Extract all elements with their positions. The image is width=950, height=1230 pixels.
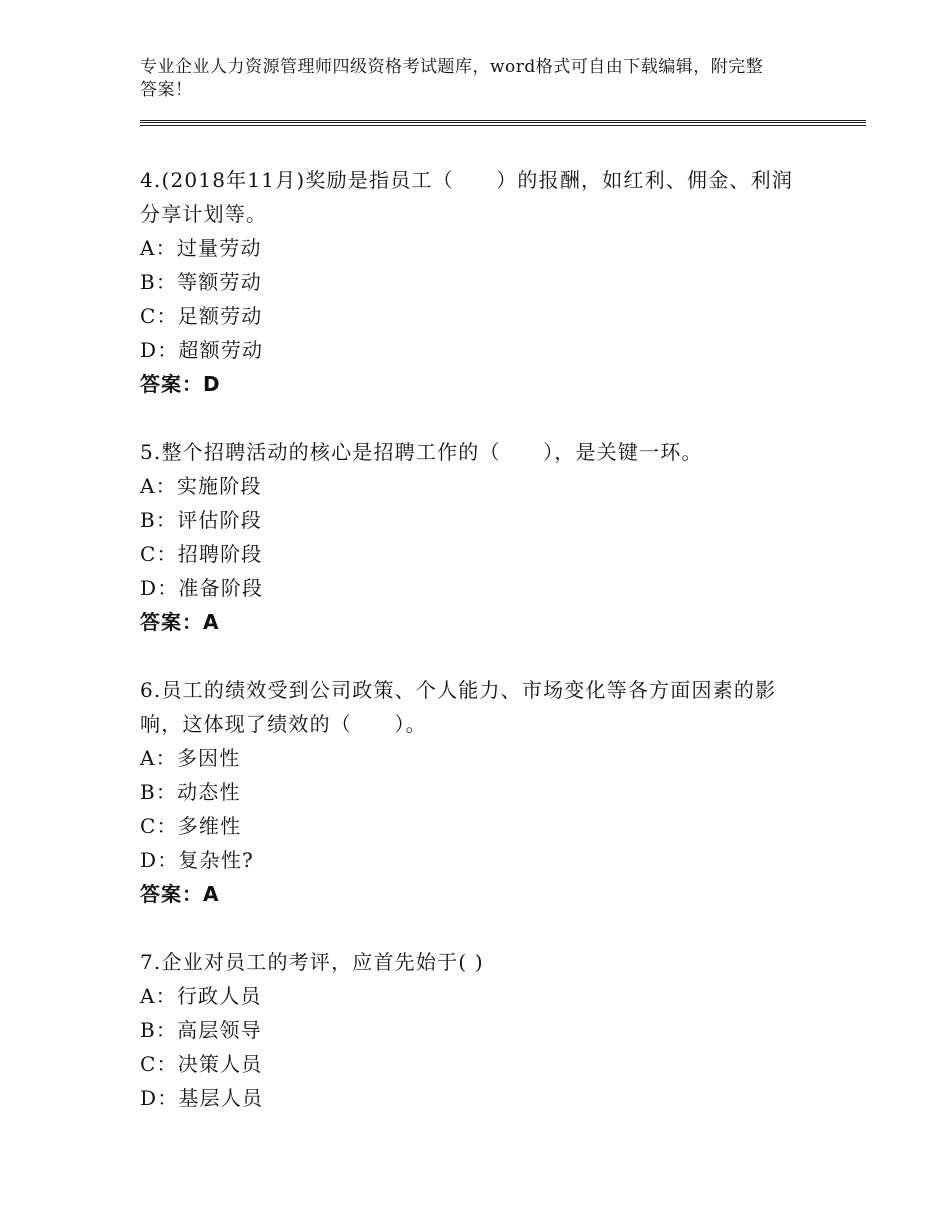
option-a: A：行政人员 [140, 984, 262, 1008]
option-b: B：动态性 [140, 780, 241, 804]
header-line-2: 答案！ [140, 80, 193, 100]
header-rule-middle [140, 122, 866, 123]
header-rule-bottom [140, 125, 866, 126]
question-7 [140, 945, 820, 1115]
option-d: D：基层人员 [140, 1086, 264, 1110]
answer-line: 答案：D [140, 372, 221, 396]
header-line-1: 专业企业人力资源管理师四级资格考试题库，word格式可自由下载编辑，附完整 [140, 57, 764, 77]
option-c: C：招聘阶段 [140, 542, 263, 566]
question-text [140, 435, 820, 469]
question-spacer [140, 911, 820, 945]
option-b: B：等额劳动 [140, 270, 262, 294]
question-text-line: 4.(2018年11月)奖励是指员工（ ）的报酬，如红利、佣金、利润 [140, 168, 794, 192]
question-text-line: 响，这体现了绩效的（ ）。 [140, 712, 427, 736]
header-rule-top [140, 120, 866, 121]
question-spacer [140, 639, 820, 673]
question-text [140, 945, 820, 979]
question-spacer [140, 401, 820, 435]
question-6 [140, 673, 820, 911]
answer-line: 答案：A [140, 882, 220, 906]
option-a: A：实施阶段 [140, 474, 262, 498]
option-b: B：评估阶段 [140, 508, 262, 532]
option-d: D：复杂性? [140, 848, 254, 872]
answer-line: 答案：A [140, 610, 220, 634]
question-text [140, 163, 820, 231]
question-text-line: 5.整个招聘活动的核心是招聘工作的（ ），是关键一环。 [140, 440, 703, 464]
question-4 [140, 163, 820, 401]
question-text-line: 7.企业对员工的考评，应首先始于( ) [140, 950, 484, 974]
option-a: A：过量劳动 [140, 236, 262, 260]
document-header [140, 56, 820, 102]
option-d: D：准备阶段 [140, 576, 264, 600]
question-list [140, 163, 820, 1115]
question-5 [140, 435, 820, 639]
question-text-line: 分享计划等。 [140, 202, 268, 226]
option-c: C：足额劳动 [140, 304, 263, 328]
option-c: C：多维性 [140, 814, 242, 838]
option-b: B：高层领导 [140, 1018, 262, 1042]
option-c: C：决策人员 [140, 1052, 263, 1076]
option-a: A：多因性 [140, 746, 241, 770]
option-d: D：超额劳动 [140, 338, 264, 362]
question-text [140, 673, 820, 741]
question-text-line: 6.员工的绩效受到公司政策、个人能力、市场变化等各方面因素的影 [140, 678, 777, 702]
